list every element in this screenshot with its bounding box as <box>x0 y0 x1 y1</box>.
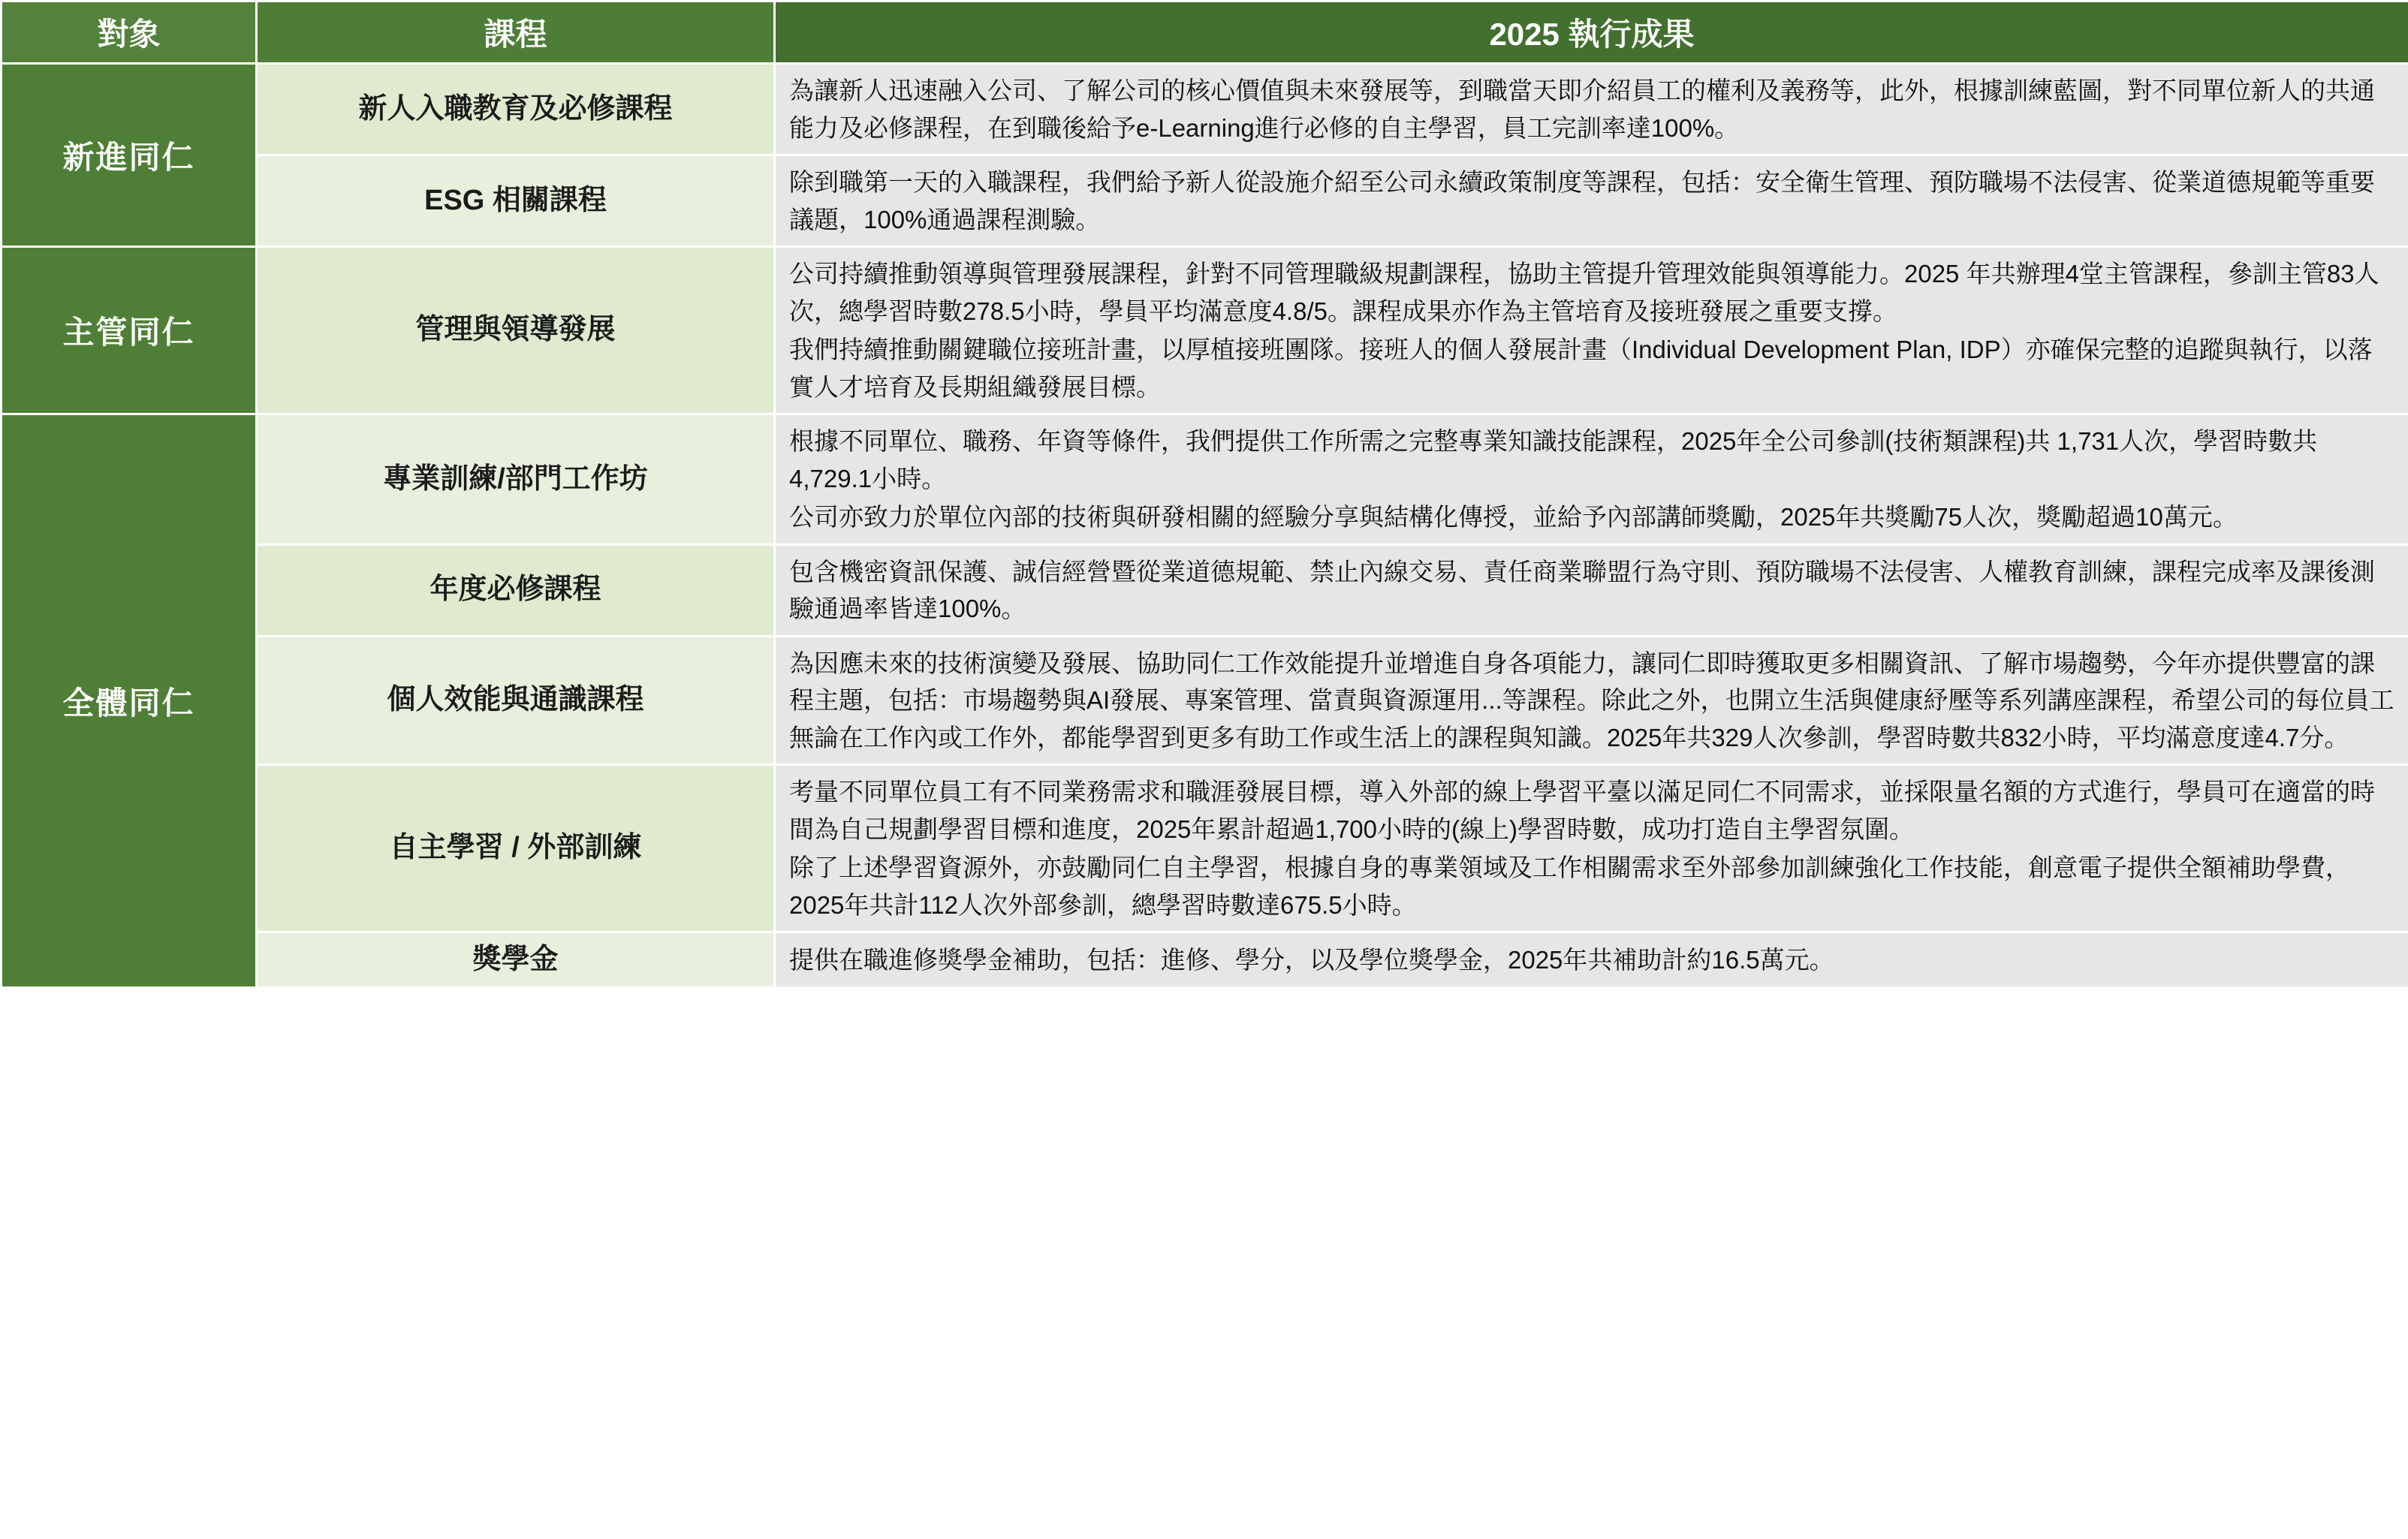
column-header-course: 課程 <box>257 2 775 64</box>
column-header-audience: 對象 <box>2 2 257 64</box>
result-paragraph: 公司亦致力於單位內部的技術與研發相關的經驗分享與結構化傳授，並給予內部講師獎勵，2025年共獎勵75人次，獎勵超過10萬元。 <box>789 503 2238 531</box>
result-paragraph: 根據不同單位、職務、年資等條件，我們提供工作所需之完整專業知識技能課程，2025年全公司參訓(技術類課程)共 1,731人次，學習時數共4,729.1小時。 <box>789 427 2318 492</box>
result-paragraph: 公司持續推動領導與管理發展課程，針對不同管理職級規劃課程，協助主管提升管理效能與領導能力。2025 年共辦理4堂主管課程，參訓主管83人次，總學習時數278.5小時，學員平均滿意度4.8/5。課程成果亦作為主管培育及接班發展之重要支撐。 <box>789 260 2379 325</box>
result-cell-scholarship <box>775 932 2408 988</box>
result-cell-esg <box>775 155 2408 247</box>
table-header-row <box>2 2 2408 64</box>
table-row <box>2 932 2408 988</box>
result-paragraph: 考量不同單位員工有不同業務需求和職涯發展目標，導入外部的線上學習平臺以滿足同仁不同需求，並採限量名額的方式進行，學員可在適當的時間為自己規劃學習目標和進度，2025年累計超過1,700小時的(線上)學習時數，成功打造自主學習氛圍。 <box>789 778 2375 843</box>
result-cell-onboarding <box>775 64 2408 155</box>
table-header <box>2 2 2408 64</box>
course-cell-annual-required: 年度必修課程 <box>257 544 775 636</box>
table-row <box>2 64 2408 155</box>
result-cell-personal-effectiveness <box>775 636 2408 765</box>
column-header-result: 2025 執行成果 <box>775 2 2408 64</box>
result-cell-annual-required <box>775 544 2408 636</box>
table-row <box>2 636 2408 765</box>
course-cell-scholarship: 獎學金 <box>257 932 775 988</box>
course-cell-professional-training: 專業訓練/部門工作坊 <box>257 414 775 545</box>
course-cell-management-leadership: 管理與領導發展 <box>257 247 775 414</box>
table-row <box>2 155 2408 247</box>
result-cell-professional-training <box>775 414 2408 545</box>
result-paragraph: 為因應未來的技術演變及發展、協助同仁工作效能提升並增進自身各項能力，讓同仁即時獲取更多相關資訊、了解市場趨勢，今年亦提供豐富的課程主題，包括：市場趨勢與AI發展、專案管理、當責與資源運用...等課程。除此之外，也開立生活與健康紓壓等系列講座課程，希望公司的每位員工無論在工作內或工作外，都能學習到更多有助工作或生活上的課程與知識。2025年共329人次參訓，學習時數共832小時，平均滿意度達4.7分。 <box>789 649 2394 751</box>
result-paragraph: 除到職第一天的入職課程，我們給予新人從設施介紹至公司永續政策制度等課程，包括：安全衛生管理、預防職場不法侵害、從業道德規範等重要議題，100%通過課程測驗。 <box>789 168 2375 233</box>
audience-cell-managers: 主管同仁 <box>2 247 257 414</box>
table-row <box>2 765 2408 932</box>
result-paragraph: 為讓新人迅速融入公司、了解公司的核心價值與未來發展等，到職當天即介紹員工的權利及義務等，此外，根據訓練藍圖，對不同單位新人的共通能力及必修課程，在到職後給予e-Learning進行必修的自主學習，員工完訓率達100%。 <box>789 77 2375 142</box>
table-row <box>2 544 2408 636</box>
course-cell-self-learning: 自主學習 / 外部訓練 <box>257 765 775 932</box>
audience-cell-new-employees: 新進同仁 <box>2 64 257 247</box>
table-row <box>2 414 2408 545</box>
table-row <box>2 247 2408 414</box>
result-cell-self-learning <box>775 765 2408 932</box>
audience-cell-all-employees: 全體同仁 <box>2 414 257 988</box>
table-body <box>2 64 2408 988</box>
result-paragraph: 我們持續推動關鍵職位接班計畫，以厚植接班團隊。接班人的個人發展計畫（Individual Development Plan, IDP）亦確保完整的追蹤與執行，以落實人才培育及長期組織發展目標。 <box>789 336 2373 401</box>
course-cell-onboarding: 新人入職教育及必修課程 <box>257 64 775 155</box>
result-paragraph: 包含機密資訊保護、誠信經營暨從業道德規範、禁止內線交易、責任商業聯盟行為守則、預防職場不法侵害、人權教育訓練，課程完成率及課後測驗通過率皆達100%。 <box>789 557 2375 622</box>
course-cell-personal-effectiveness: 個人效能與通識課程 <box>257 636 775 765</box>
result-cell-management-leadership <box>775 247 2408 414</box>
course-cell-esg: ESG 相關課程 <box>257 155 775 247</box>
result-paragraph: 除了上述學習資源外，亦鼓勵同仁自主學習，根據自身的專業領域及工作相關需求至外部參加訓練強化工作技能，創意電子提供全額補助學費，2025年共計112人次外部參訓，總學習時數達675.5小時。 <box>789 854 2350 919</box>
result-paragraph: 提供在職進修獎學金補助，包括：進修、學分，以及學位獎學金，2025年共補助計約16.5萬元。 <box>789 945 1834 974</box>
